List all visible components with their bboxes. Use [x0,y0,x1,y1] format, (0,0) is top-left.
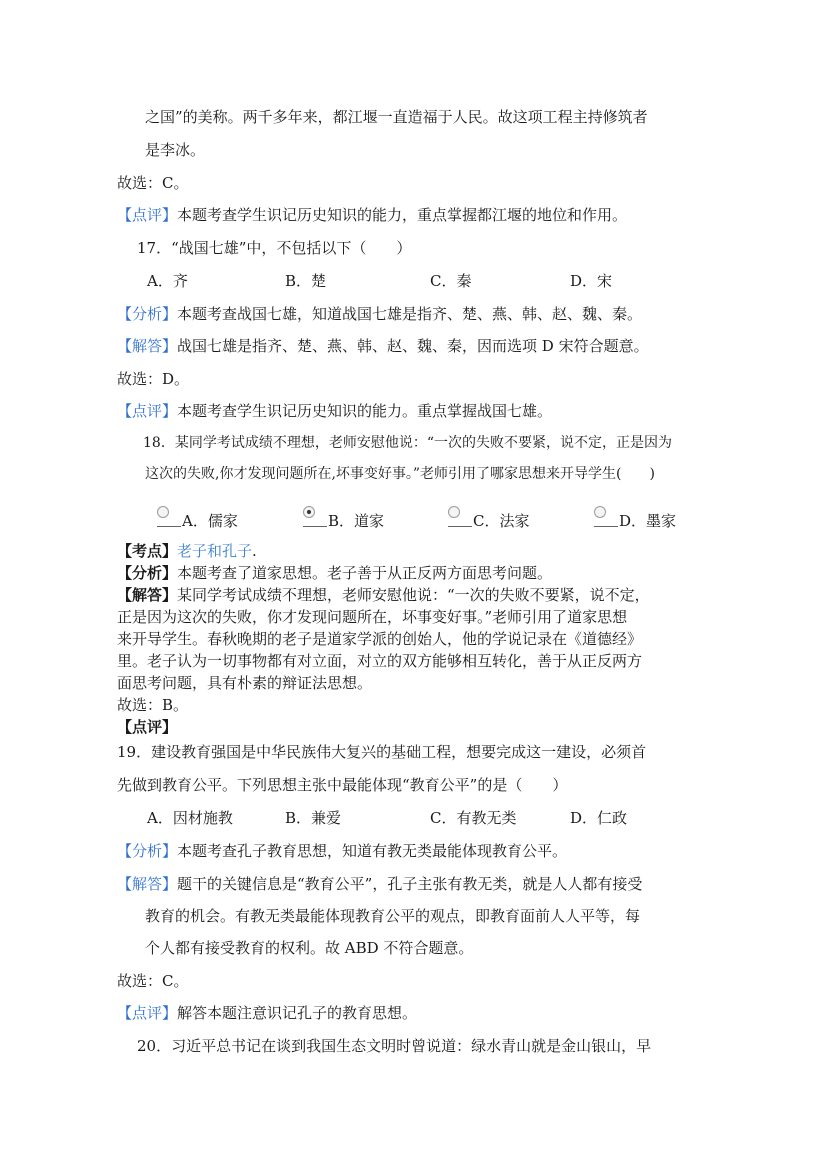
analysis-text: 本题考查了道家思想。老子善于从正反两方面思考问题。 [177,564,553,582]
q18-analysis [117,564,552,582]
q18-option-c[interactable]: C．法家 [473,512,530,530]
q19-option-d: D．仁政 [570,809,628,827]
q19-comment [117,1003,417,1023]
solution-text: 题干的关键信息是“教育公平”，孔子主张有教无类，就是人人都有接受 [177,875,643,893]
q16-text-line-1: 之国”的美称。两千多年来，都江堰一直造福于人民。故这项工程主持修筑者 [145,108,648,126]
comment-tag: 【点评】 [117,1004,178,1022]
q17-option-a: A．齐 [147,272,188,290]
q18-solution-line-5: 面思考问题，具有朴素的辩证法思想。 [117,674,373,692]
q18-option-d[interactable]: D．墨家 [619,512,677,530]
q19-solution-line-3: 个人都有接受教育的权利。故 ABD 不符合题意。 [145,939,474,957]
q19-option-c: C．有教无类 [430,809,517,827]
q18-radio-d[interactable] [594,506,606,518]
comment-tag: 【点评】 [117,402,178,420]
q18-radio-b[interactable] [303,506,315,518]
q19-stem-line-2: 先做到教育公平。下列思想主张中最能体现“教育公平”的是（ ） [117,776,568,794]
q17-stem: 17．“战国七雄”中，不包括以下（ ） [137,239,412,257]
q18-option-b[interactable]: B．道家 [328,512,385,530]
comment-tag: 【点评】 [117,206,178,224]
comment-text: 解答本题注意识记孔子的教育思想。 [177,1004,418,1022]
q17-comment [117,401,552,421]
comment-text: 本题考查学生识记历史知识的能力，重点掌握都江堰的地位和作用。 [177,206,628,224]
q18-stem-line-1: 18．某同学考试成绩不理想，老师安慰他说：“一次的失败不要紧，说不定，正是因为 [143,435,672,451]
q18-stem-line-2: 这次的失败,你才发现问题所在,坏事变好事。”老师引用了哪家思想来开导学生( ) [145,466,655,482]
q17-option-d: D．宋 [570,272,613,290]
q20-stem-line-1: 20．习近平总书记在谈到我国生态文明时曾说道：绿水青山就是金山银山，早 [137,1037,652,1055]
q19-answer: 故选：C。 [117,972,189,990]
q16-answer: 故选：C。 [117,174,189,192]
q17-answer: 故选：D。 [117,370,190,388]
analysis-tag: 【分析】 [117,305,178,323]
comment-tag: 【点评】 [117,718,178,736]
q19-option-b: B．兼爱 [285,809,342,827]
analysis-text: 本题考查孔子教育思想，知道有教无类最能体现教育公平。 [177,842,568,860]
option-underline [303,526,327,527]
solution-text: 战国七雄是指齐、楚、燕、韩、赵、魏、秦，因而选项 D 宋符合题意。 [177,337,649,355]
q19-stem-line-1: 19．建设教育强国是中华民族伟大复兴的基础工程，想要完成这一建设，必须首 [117,743,647,761]
q17-solution [117,336,649,356]
q16-comment [117,205,627,225]
q18-solution-line-1 [117,586,650,604]
q18-radio-c[interactable] [448,506,460,518]
analysis-text: 本题考查战国七雄，知道战国七雄是指齐、楚、燕、韩、赵、魏、秦。 [177,305,643,323]
q19-solution-line-2: 教育的机会。有教无类最能体现教育公平的观点，即教育面前人人平等，每 [145,907,641,925]
q18-kaodian [117,542,257,560]
analysis-tag: 【分析】 [117,842,178,860]
q18-solution-line-2: 正是因为这次的失败，你才发现问题所在，坏事变好事。”老师引用了道家思想 [117,608,628,626]
q17-option-b: B．楚 [285,272,327,290]
option-underline [448,526,472,527]
q19-analysis [117,841,567,861]
q18-radio-a[interactable] [157,506,169,518]
q18-solution-line-3: 来开导学生。春秋晚期的老子是道家学派的创始人，他的学说记录在《道德经》 [117,630,643,648]
solution-tag: 【解答】 [117,875,178,893]
q18-option-a[interactable]: A．儒家 [182,512,238,530]
comment-text: 本题考查学生识记历史知识的能力。重点掌握战国七雄。 [177,402,553,420]
solution-tag: 【解答】 [117,337,178,355]
q17-analysis [117,304,642,324]
q19-solution-line-1 [117,874,642,894]
option-underline [594,526,618,527]
q18-answer: 故选：B。 [117,696,189,714]
q17-option-c: C．秦 [430,272,472,290]
option-underline [157,526,181,527]
kaodian-tag: 【考点】 [117,542,178,560]
q18-comment [117,718,177,736]
kaodian-link[interactable]: 老子和孔子 [177,542,253,560]
q19-option-a: A．因材施教 [147,809,233,827]
solution-text: 某同学考试成绩不理想，老师安慰他说：“一次的失败不要紧，说不定， [177,586,650,604]
q18-solution-line-4: 里。老子认为一切事物都有对立面，对立的双方能够相互转化，善于从正反两方 [117,652,643,670]
analysis-tag: 【分析】 [117,564,178,582]
solution-tag: 【解答】 [117,586,178,604]
kaodian-end: . [252,542,257,560]
q16-text-line-2: 是李冰。 [145,141,206,159]
